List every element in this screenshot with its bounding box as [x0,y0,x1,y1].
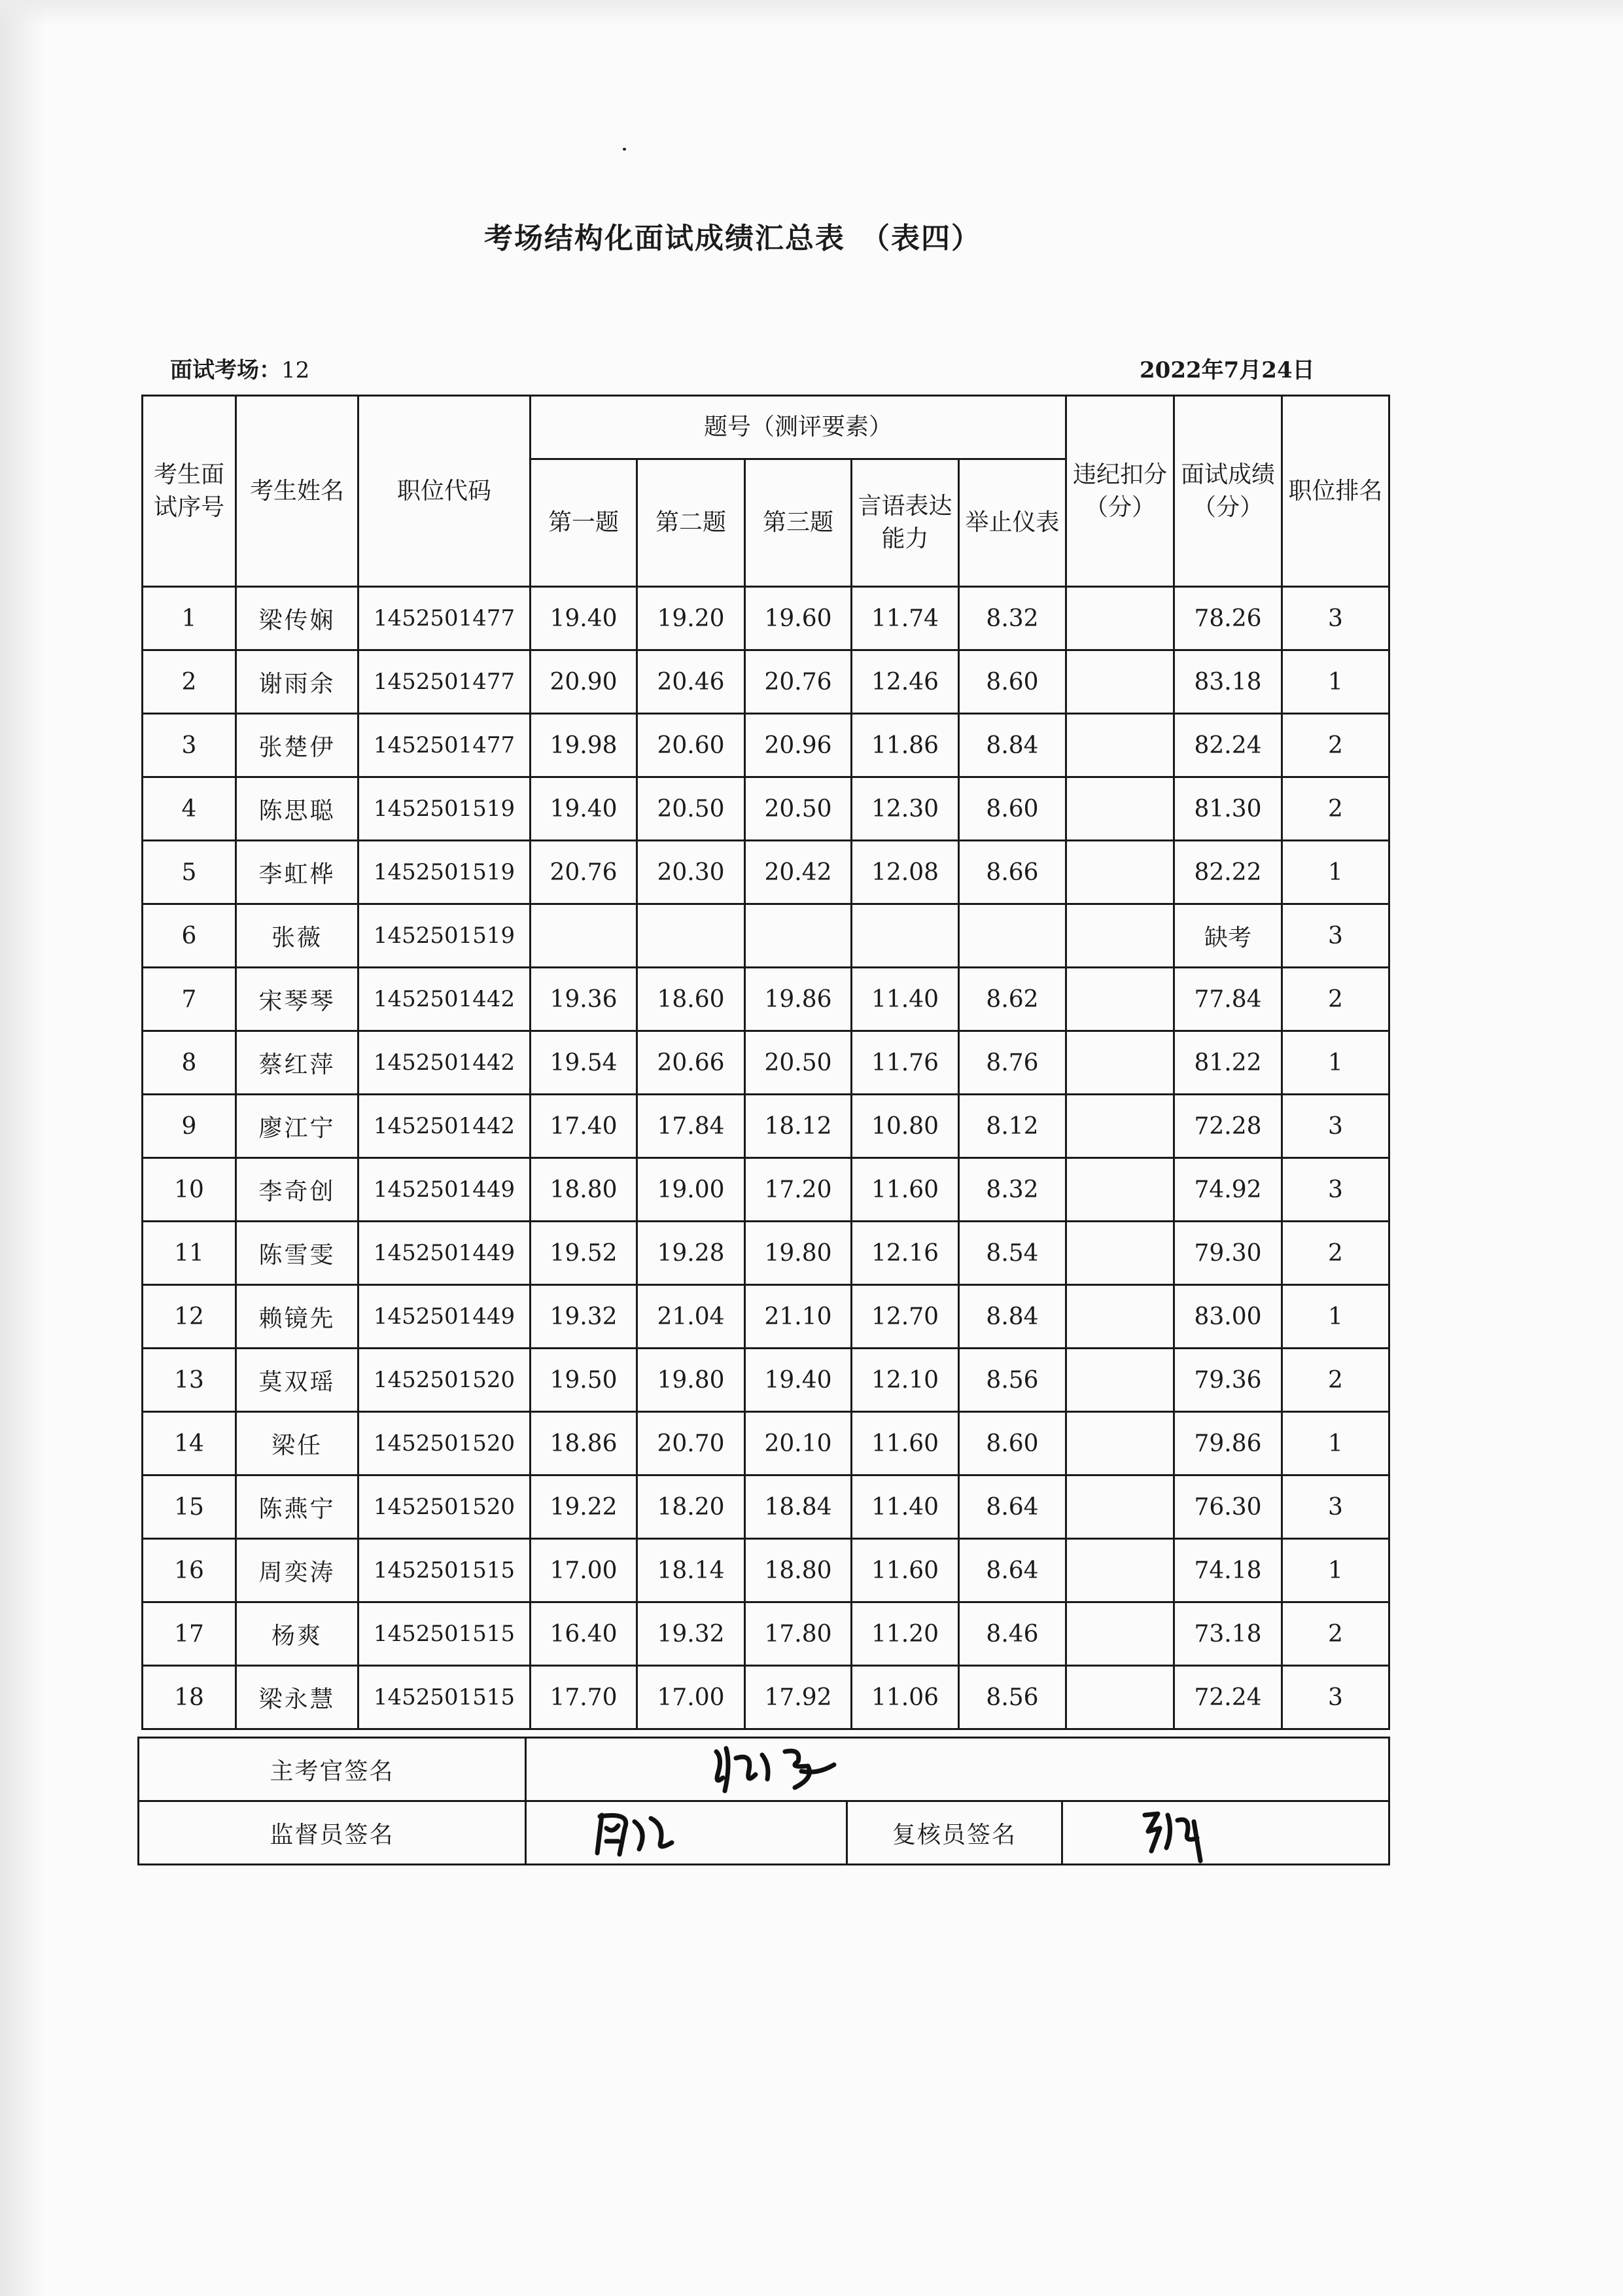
cell-seq: 16 [143,1539,236,1602]
header-name: 考生姓名 [236,396,358,587]
cell-deduction [1066,1285,1174,1349]
venue-label: 面试考场： [170,357,281,383]
cell-question-1: 20.90 [531,650,637,714]
cell-position-code: 1452501515 [358,1666,531,1729]
table-row [143,904,1389,968]
cell-position-rank: 1 [1282,1539,1389,1602]
cell-name: 赖镜先 [236,1285,358,1349]
cell-question-3: 21.10 [745,1285,852,1349]
table-row [143,1475,1389,1539]
cell-speech-ability: 11.74 [852,587,959,650]
table-row [143,1602,1389,1666]
cell-manner: 8.62 [959,968,1066,1031]
cell-question-2: 17.84 [637,1095,745,1158]
cell-question-1: 18.86 [531,1412,637,1475]
cell-deduction [1066,1031,1174,1095]
cell-question-3: 19.40 [745,1349,852,1412]
cell-question-3: 19.60 [745,587,852,650]
cell-interview-score: 81.30 [1174,777,1282,841]
cell-position-rank: 3 [1282,1475,1389,1539]
cell-manner: 8.60 [959,777,1066,841]
cell-position-rank: 1 [1282,650,1389,714]
cell-question-2: 19.28 [637,1222,745,1285]
cell-name: 陈雪雯 [236,1222,358,1285]
table-row [143,1285,1389,1349]
cell-question-3: 20.76 [745,650,852,714]
header-interview-score: 面试成绩（分） [1174,396,1282,587]
exam-date: 2022年7月24日 [1140,357,1315,383]
cell-interview-score: 缺考 [1174,904,1282,968]
examiner-signature-label: 主考官签名 [139,1738,526,1801]
cell-speech-ability: 11.60 [852,1158,959,1222]
cell-seq: 11 [143,1222,236,1285]
reviewer-handwriting [1063,1802,1390,1863]
cell-question-3 [745,904,852,968]
examiner-signature [526,1738,1389,1801]
cell-question-1: 16.40 [531,1602,637,1666]
cell-seq: 3 [143,714,236,777]
cell-question-3: 18.80 [745,1539,852,1602]
cell-position-code: 1452501449 [358,1222,531,1285]
cell-interview-score: 77.84 [1174,968,1282,1031]
cell-question-3: 19.86 [745,968,852,1031]
cell-manner: 8.32 [959,587,1066,650]
cell-deduction [1066,1222,1174,1285]
cell-question-1 [531,904,637,968]
table-row [143,650,1389,714]
cell-interview-score: 83.00 [1174,1285,1282,1349]
cell-speech-ability: 11.40 [852,1475,959,1539]
cell-deduction [1066,777,1174,841]
cell-manner: 8.12 [959,1095,1066,1158]
cell-speech-ability: 12.46 [852,650,959,714]
cell-name: 杨爽 [236,1602,358,1666]
cell-seq: 10 [143,1158,236,1222]
cell-question-2: 20.50 [637,777,745,841]
cell-question-1: 17.00 [531,1539,637,1602]
cell-name: 李奇创 [236,1158,358,1222]
cell-question-3: 18.12 [745,1095,852,1158]
header-seq: 考生面试序号 [143,396,236,587]
cell-interview-score: 72.24 [1174,1666,1282,1729]
cell-question-1: 19.40 [531,777,637,841]
cell-question-3: 20.10 [745,1412,852,1475]
cell-interview-score: 73.18 [1174,1602,1282,1666]
cell-question-2: 21.04 [637,1285,745,1349]
cell-question-1: 19.32 [531,1285,637,1349]
cell-manner: 8.66 [959,841,1066,904]
cell-position-code: 1452501449 [358,1158,531,1222]
header-question-group: 题号（测评要素） [531,396,1066,459]
cell-interview-score: 79.86 [1174,1412,1282,1475]
cell-speech-ability: 11.40 [852,968,959,1031]
table-row [143,1666,1389,1729]
cell-question-3: 18.84 [745,1475,852,1539]
supervisor-signature-label: 监督员签名 [139,1801,526,1865]
table-row [143,968,1389,1031]
cell-seq: 6 [143,904,236,968]
cell-speech-ability: 12.30 [852,777,959,841]
cell-name: 廖江宁 [236,1095,358,1158]
examiner-handwriting [527,1739,1390,1800]
cell-question-1: 19.52 [531,1222,637,1285]
cell-question-1: 19.50 [531,1349,637,1412]
cell-speech-ability: 11.76 [852,1031,959,1095]
score-table [141,395,1390,1730]
header-question-3: 第三题 [745,459,852,587]
cell-position-code: 1452501442 [358,1095,531,1158]
header-question-2: 第二题 [637,459,745,587]
cell-seq: 1 [143,587,236,650]
cell-deduction [1066,1158,1174,1222]
cell-speech-ability: 11.06 [852,1666,959,1729]
cell-deduction [1066,1475,1174,1539]
cell-interview-score: 76.30 [1174,1475,1282,1539]
document-title: 考场结构化面试成绩汇总表 （表四） [484,222,981,255]
cell-interview-score: 78.26 [1174,587,1282,650]
cell-question-2: 20.66 [637,1031,745,1095]
cell-speech-ability: 10.80 [852,1095,959,1158]
header-position-rank: 职位排名 [1282,396,1389,587]
table-row [143,1349,1389,1412]
cell-position-code: 1452501519 [358,904,531,968]
cell-position-code: 1452501477 [358,650,531,714]
cell-position-code: 1452501442 [358,968,531,1031]
cell-interview-score: 81.22 [1174,1031,1282,1095]
cell-manner: 8.46 [959,1602,1066,1666]
cell-question-2: 20.60 [637,714,745,777]
cell-question-1: 19.40 [531,587,637,650]
cell-question-2: 17.00 [637,1666,745,1729]
cell-position-rank: 3 [1282,1095,1389,1158]
cell-name: 莫双瑶 [236,1349,358,1412]
cell-question-1: 17.70 [531,1666,637,1729]
cell-position-code: 1452501477 [358,587,531,650]
cell-question-2: 19.32 [637,1602,745,1666]
cell-deduction [1066,968,1174,1031]
supervisor-signature [526,1801,847,1865]
table-row [143,1031,1389,1095]
cell-speech-ability [852,904,959,968]
cell-name: 张楚伊 [236,714,358,777]
cell-question-3: 20.42 [745,841,852,904]
cell-speech-ability: 12.10 [852,1349,959,1412]
table-row [143,714,1389,777]
cell-question-3: 20.50 [745,1031,852,1095]
cell-manner [959,904,1066,968]
cell-position-rank: 1 [1282,1412,1389,1475]
cell-speech-ability: 12.08 [852,841,959,904]
cell-question-3: 19.80 [745,1222,852,1285]
cell-name: 张薇 [236,904,358,968]
exam-venue [170,352,309,384]
cell-seq: 18 [143,1666,236,1729]
cell-position-rank: 2 [1282,1602,1389,1666]
header-position-code: 职位代码 [358,396,531,587]
cell-name: 周奕涛 [236,1539,358,1602]
cell-interview-score: 83.18 [1174,650,1282,714]
cell-speech-ability: 12.16 [852,1222,959,1285]
cell-manner: 8.76 [959,1031,1066,1095]
cell-seq: 12 [143,1285,236,1349]
cell-position-code: 1452501520 [358,1412,531,1475]
cell-deduction [1066,1095,1174,1158]
cell-question-3: 17.20 [745,1158,852,1222]
cell-question-1: 17.40 [531,1095,637,1158]
table-row [143,1222,1389,1285]
cell-question-3: 20.50 [745,777,852,841]
cell-position-code: 1452501449 [358,1285,531,1349]
cell-deduction [1066,904,1174,968]
cell-speech-ability: 11.60 [852,1539,959,1602]
cell-question-2: 18.20 [637,1475,745,1539]
scan-shadow-left [0,0,46,2296]
cell-position-rank: 2 [1282,714,1389,777]
cell-speech-ability: 11.60 [852,1412,959,1475]
cell-question-1: 19.98 [531,714,637,777]
scan-speck [623,148,626,150]
cell-position-rank: 2 [1282,777,1389,841]
cell-question-1: 19.36 [531,968,637,1031]
cell-position-code: 1452501519 [358,841,531,904]
cell-speech-ability: 11.86 [852,714,959,777]
supervisor-handwriting [527,1802,848,1863]
table-row [143,777,1389,841]
cell-deduction [1066,1412,1174,1475]
table-row [143,587,1389,650]
table-row [143,1095,1389,1158]
signature-table [137,1737,1390,1865]
cell-question-1: 18.80 [531,1158,637,1222]
cell-position-code: 1452501442 [358,1031,531,1095]
cell-position-code: 1452501515 [358,1539,531,1602]
cell-position-rank: 3 [1282,1158,1389,1222]
table-row [143,1158,1389,1222]
cell-position-rank: 1 [1282,841,1389,904]
cell-deduction [1066,1602,1174,1666]
reviewer-signature-label: 复核员签名 [847,1801,1062,1865]
cell-manner: 8.60 [959,1412,1066,1475]
cell-position-rank: 1 [1282,1285,1389,1349]
cell-question-3: 20.96 [745,714,852,777]
cell-seq: 2 [143,650,236,714]
cell-position-code: 1452501520 [358,1349,531,1412]
scan-shadow-top [0,0,1623,26]
cell-interview-score: 82.22 [1174,841,1282,904]
cell-position-rank: 1 [1282,1031,1389,1095]
cell-name: 李虹桦 [236,841,358,904]
cell-position-rank: 2 [1282,968,1389,1031]
cell-deduction [1066,841,1174,904]
cell-name: 梁任 [236,1412,358,1475]
cell-manner: 8.84 [959,1285,1066,1349]
cell-name: 宋琴琴 [236,968,358,1031]
cell-name: 陈思聪 [236,777,358,841]
cell-name: 蔡红萍 [236,1031,358,1095]
cell-seq: 8 [143,1031,236,1095]
cell-interview-score: 79.36 [1174,1349,1282,1412]
cell-seq: 17 [143,1602,236,1666]
cell-position-code: 1452501515 [358,1602,531,1666]
cell-seq: 14 [143,1412,236,1475]
cell-seq: 15 [143,1475,236,1539]
cell-manner: 8.64 [959,1539,1066,1602]
cell-speech-ability: 12.70 [852,1285,959,1349]
cell-seq: 13 [143,1349,236,1412]
cell-interview-score: 72.28 [1174,1095,1282,1158]
cell-position-code: 1452501519 [358,777,531,841]
cell-manner: 8.60 [959,650,1066,714]
cell-manner: 8.54 [959,1222,1066,1285]
cell-question-2: 20.70 [637,1412,745,1475]
cell-deduction [1066,1666,1174,1729]
cell-position-code: 1452501520 [358,1475,531,1539]
table-row [143,841,1389,904]
cell-question-2: 19.80 [637,1349,745,1412]
cell-interview-score: 79.30 [1174,1222,1282,1285]
cell-manner: 8.32 [959,1158,1066,1222]
cell-manner: 8.64 [959,1475,1066,1539]
reviewer-signature [1062,1801,1389,1865]
cell-question-2: 19.20 [637,587,745,650]
cell-seq: 4 [143,777,236,841]
cell-question-1: 20.76 [531,841,637,904]
cell-name: 梁永慧 [236,1666,358,1729]
cell-position-rank: 3 [1282,587,1389,650]
cell-name: 谢雨余 [236,650,358,714]
cell-question-2: 20.30 [637,841,745,904]
cell-deduction [1066,650,1174,714]
cell-position-code: 1452501477 [358,714,531,777]
cell-question-2: 19.00 [637,1158,745,1222]
cell-seq: 7 [143,968,236,1031]
cell-question-2: 18.60 [637,968,745,1031]
table-row [143,1539,1389,1602]
cell-seq: 5 [143,841,236,904]
cell-deduction [1066,587,1174,650]
cell-name: 梁传娴 [236,587,358,650]
cell-question-3: 17.80 [745,1602,852,1666]
header-deduction: 违纪扣分（分） [1066,396,1174,587]
cell-question-1: 19.54 [531,1031,637,1095]
header-question-1: 第一题 [531,459,637,587]
cell-manner: 8.56 [959,1349,1066,1412]
cell-position-rank: 2 [1282,1349,1389,1412]
cell-deduction [1066,1539,1174,1602]
cell-question-2 [637,904,745,968]
header-manner: 举止仪表 [959,459,1066,587]
cell-name: 陈燕宁 [236,1475,358,1539]
cell-deduction [1066,714,1174,777]
cell-question-2: 18.14 [637,1539,745,1602]
cell-position-rank: 3 [1282,1666,1389,1729]
cell-seq: 9 [143,1095,236,1158]
header-speech-ability: 言语表达能力 [852,459,959,587]
cell-interview-score: 74.18 [1174,1539,1282,1602]
cell-interview-score: 82.24 [1174,714,1282,777]
table-row [143,1412,1389,1475]
cell-question-2: 20.46 [637,650,745,714]
cell-manner: 8.84 [959,714,1066,777]
cell-speech-ability: 11.20 [852,1602,959,1666]
cell-question-3: 17.92 [745,1666,852,1729]
cell-position-rank: 3 [1282,904,1389,968]
cell-question-1: 19.22 [531,1475,637,1539]
cell-manner: 8.56 [959,1666,1066,1729]
cell-interview-score: 74.92 [1174,1158,1282,1222]
cell-deduction [1066,1349,1174,1412]
venue-number: 12 [281,357,310,383]
cell-position-rank: 2 [1282,1222,1389,1285]
